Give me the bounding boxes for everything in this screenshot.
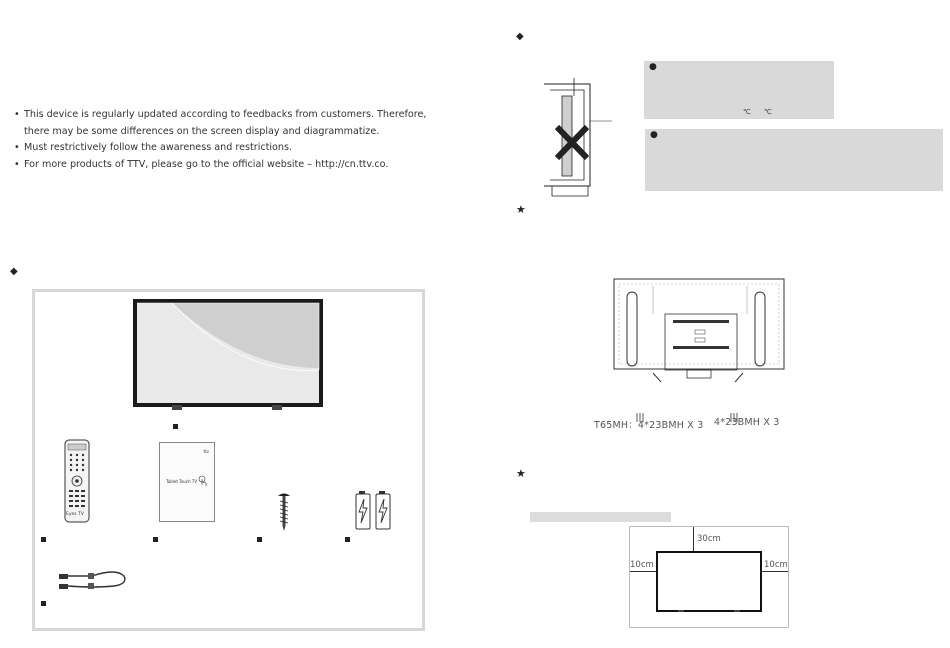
top-clearance-line xyxy=(693,527,694,551)
left-clearance-line xyxy=(630,571,656,572)
manual-illustration xyxy=(159,442,215,522)
section-star-icon: ★ xyxy=(516,203,526,216)
section-star-icon: ★ xyxy=(516,467,526,480)
screw-spec-right: 4*23BMH X 3 xyxy=(714,417,780,428)
wall-install-prohibited-diagram xyxy=(538,76,614,204)
ventilation-heading-bar xyxy=(530,512,671,522)
tv-back-diagram xyxy=(613,278,785,390)
warning-note-box xyxy=(645,129,943,191)
caution-note-box xyxy=(644,61,834,119)
left-clearance: 10cm xyxy=(630,560,654,570)
notice-item: • Must restrictively follow the awareness and restrictions. xyxy=(14,140,434,157)
cable-illustration xyxy=(58,566,130,600)
screw-spec-left: T65MH：4*23BMH X 3 xyxy=(594,420,704,431)
remote-brand: Eyes TV xyxy=(66,512,84,517)
temperature-unit: ℃ xyxy=(743,108,751,116)
notice-item: • This device is regularly updated according to feedbacks from customers. Therefore, xyxy=(14,107,434,124)
section-diamond-icon: ◆ xyxy=(516,31,524,42)
tv-foot xyxy=(734,610,740,612)
cable-caption-marker xyxy=(41,601,46,606)
temperature-unit: ℃ xyxy=(764,108,772,116)
batteries-illustration xyxy=(355,490,391,534)
note-bullet-icon: ● xyxy=(649,62,657,72)
top-clearance: 30cm xyxy=(697,534,721,544)
manual-title: Tablet Touch TV xyxy=(166,479,198,484)
screw-caption-marker xyxy=(257,537,262,542)
notice-item: • For more products of TTV, please go to the official website – http://cn.ttv.co. xyxy=(14,157,434,174)
tv-illustration xyxy=(132,298,324,416)
notice-item-continued: there may be some differences on the screen display and diagrammatize. xyxy=(24,125,380,137)
manual-logo: ttv xyxy=(203,449,209,454)
hand-touch-icon xyxy=(198,475,208,487)
section-diamond-icon: ◆ xyxy=(10,266,18,277)
notice-list xyxy=(14,107,434,173)
screw-illustration xyxy=(277,492,291,536)
note-bullet-icon: ● xyxy=(650,130,658,140)
tv-caption-marker xyxy=(173,424,178,429)
tv-outline xyxy=(656,551,762,612)
remote-caption-marker xyxy=(41,537,46,542)
tv-foot xyxy=(678,610,684,612)
right-clearance-line xyxy=(762,571,788,572)
ventilation-diagram xyxy=(629,526,789,628)
batteries-caption-marker xyxy=(345,537,350,542)
manual-caption-marker xyxy=(153,537,158,542)
right-clearance: 10cm xyxy=(764,560,788,570)
